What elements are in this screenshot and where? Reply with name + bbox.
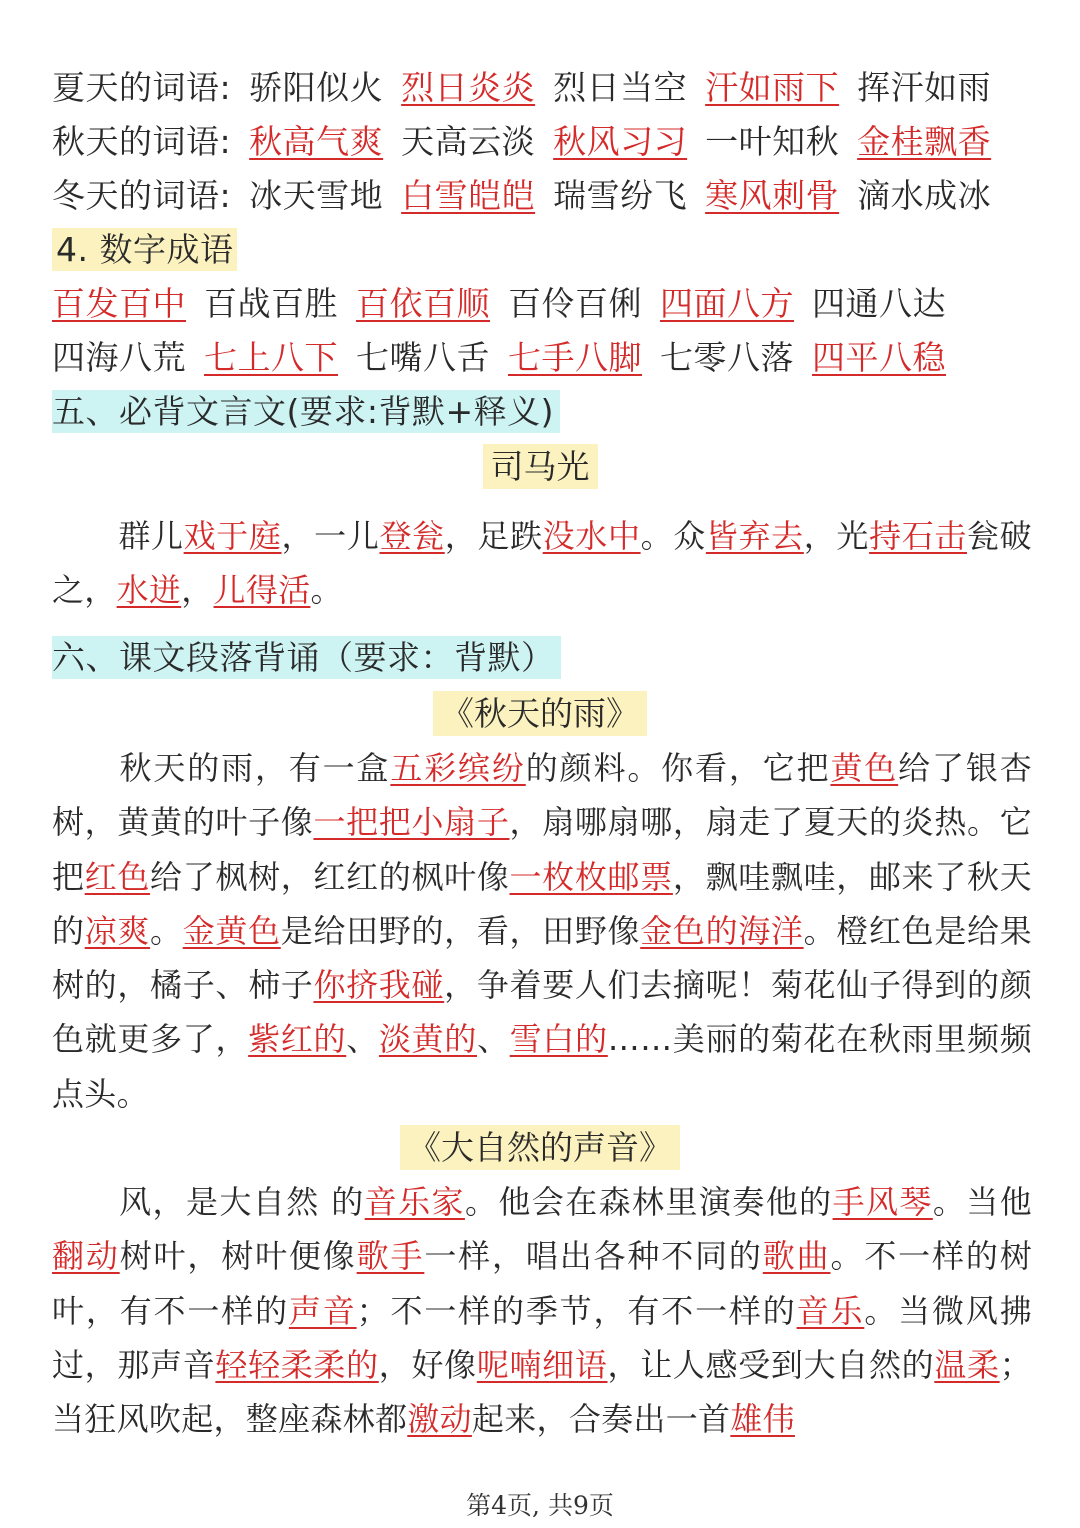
text-run: 瑞雪纷飞 [553,176,688,215]
text-run: 七嘴八舌 [356,338,490,377]
section5-subtitle: 司马光 [483,444,598,489]
key-phrase: 皆弃去 [705,517,804,555]
text-run: 。 [310,571,343,610]
key-phrase: 凉爽 [84,911,151,950]
key-phrase: 翻动 [52,1237,120,1276]
key-phrase: 四面八方 [660,284,794,323]
key-phrase: 音乐 [796,1291,865,1330]
key-phrase: 白雪皑皑 [401,176,536,215]
classical-text-paragraph [52,509,1032,618]
winter-words [231,176,991,215]
key-phrase: 雪白的 [509,1020,608,1059]
key-phrase: 百发百中 [52,284,186,323]
key-phrase: 秋风习习 [553,122,688,161]
key-phrase: 黄色 [830,749,899,787]
text2-paragraph [52,1175,1032,1446]
text-run: ，一儿 [281,517,380,555]
autumn-label: 秋天的词语: [52,122,232,161]
text-run: 百伶百俐 [508,284,642,323]
text-run: 一叶知秋 [705,122,840,161]
text-run: 。不一样的树叶，有不一样的 [52,1237,1033,1330]
text-run: 四通八达 [812,284,946,323]
autumn-words [231,122,991,161]
key-phrase: 金黄色 [182,911,281,950]
text1-body [52,749,1032,1113]
key-phrase: 紫红的 [248,1020,347,1059]
text-run: ，光 [803,517,870,555]
text-run: 树叶，树叶便像 [119,1237,357,1276]
text-run: 瓮破之， [52,517,1032,610]
text2-body [52,1183,1032,1438]
key-phrase: 汗如雨下 [705,68,840,107]
text-run: 。当微风拂过，那声音 [52,1291,1032,1384]
text-run: 。他会在森林里演奏他的 [464,1183,833,1221]
key-phrase: 雄伟 [730,1400,795,1439]
section5-heading-row [52,392,560,432]
key-phrase: 持石击 [869,517,967,555]
text-run: 给了银杏树，黄黄的叶子像 [52,749,1032,842]
text-run: 。当他 [932,1183,1032,1221]
key-phrase: 水迸 [116,571,182,610]
key-phrase: 登瓮 [379,517,445,555]
text-run: 七零八落 [660,338,794,377]
text-run: 风，是大自然 的 [118,1183,365,1221]
text1-title: 《秋天的雨》 [433,691,647,736]
key-phrase: 呢喃细语 [476,1345,608,1384]
key-phrase: 你挤我碰 [313,966,445,1005]
text-run: 群儿 [118,517,184,555]
text-run: ， [181,571,214,610]
key-phrase: 歌曲 [762,1237,831,1276]
key-phrase: 声音 [288,1291,357,1330]
text-run: 天高云淡 [401,122,536,161]
summer-words-row [52,68,991,108]
page-footer: 第4页, 共9页 [466,1491,614,1520]
key-phrase: 歌手 [356,1237,425,1276]
key-phrase: 七手八脚 [508,338,642,377]
idiom-row-1-words [52,284,946,323]
key-phrase: 烈日炎炎 [401,68,536,107]
text-run: 骄阳似火 [249,68,384,107]
text-run: 冰天雪地 [249,176,384,215]
key-phrase: 手风琴 [832,1183,933,1221]
key-phrase: 四平八稳 [812,338,946,377]
text-run: 。橙红色是给果树的，橘子、柿子 [52,911,1032,1005]
section6-heading-row [52,638,561,678]
text-run: 给了枫树，红红的枫叶像 [150,857,510,896]
section5-subtitle-row [0,447,1080,487]
key-phrase: 秋高气爽 [249,122,384,161]
autumn-words-row [52,122,991,162]
text-run: ，扇哪扇哪，扇走了夏天的炎热。它把 [52,803,1032,896]
text-run: 起来，合奏出一首 [471,1400,731,1439]
text-run: ；不一样的季节，有不一样的 [356,1291,797,1330]
winter-words-row [52,176,991,216]
text-run: 、 [346,1020,379,1059]
idiom-row-2 [52,338,946,378]
text-run: 四海八荒 [52,338,186,377]
key-phrase: 没水中 [542,517,641,555]
section5-title: 五、必背文言文(要求:背默+释义) [52,390,560,433]
text-run: 滴水成冰 [857,176,992,215]
key-phrase: 一把把小扇子 [313,803,510,842]
section6-title: 六、课文段落背诵（要求：背默） [52,636,561,679]
text-run: ……美丽的菊花在秋雨里频频点头。 [52,1020,1032,1113]
winter-label: 冬天的词语: [52,176,232,215]
text-run: ，争着要人们去摘呢！菊花仙子得到的颜色就更多了， [52,966,1032,1059]
text-run: 烈日当空 [553,68,688,107]
key-phrase: 淡黄的 [378,1020,478,1059]
text-run: 挥汗如雨 [857,68,992,107]
key-phrase: 戏于庭 [183,517,282,555]
idiom-row-2-words [52,338,946,377]
section4-heading-row [52,230,237,270]
key-phrase: 音乐家 [364,1183,465,1221]
key-phrase: 五彩缤纷 [390,749,526,787]
key-phrase: 轻轻柔柔的 [215,1345,379,1384]
key-phrase: 温柔 [934,1345,1000,1384]
text-run: 。众 [640,517,706,555]
key-phrase: 金色的海洋 [640,911,804,950]
key-phrase: 百依百顺 [356,284,490,323]
text-run: 、 [477,1020,510,1059]
summer-words [231,68,991,107]
summer-label: 夏天的词语: [52,68,232,107]
text-run: ，足跌 [444,517,543,555]
key-phrase: 一枚枚邮票 [509,857,673,896]
text-run: ，飘哇飘哇，邮来了秋天的 [52,857,1032,950]
key-phrase: 激动 [407,1400,472,1439]
text-run: ，好像 [378,1345,477,1384]
text2-title-row [0,1128,1080,1168]
text2-title: 《大自然的声音》 [400,1125,680,1170]
idiom-row-1 [52,284,946,324]
text1-paragraph [52,741,1032,1121]
section4-title: 4. 数字成语 [52,228,237,271]
key-phrase: 儿得活 [213,571,311,610]
text-run: ；当狂风吹起，整座森林都 [52,1345,1032,1439]
text-run: 秋天的雨，有一盒 [118,749,391,787]
classical-text [52,517,1032,609]
key-phrase: 寒风刺骨 [705,176,840,215]
text-run: 是给田野的，看，田野像 [280,911,641,950]
text1-title-row [0,694,1080,734]
text-run: 的颜料。你看，它把 [525,749,831,787]
key-phrase: 七上八下 [204,338,338,377]
key-phrase: 红色 [84,857,151,896]
text-run: 一样，唱出各种不同的 [424,1237,763,1276]
key-phrase: 金桂飘香 [857,122,992,161]
text-run: ，让人感受到大自然的 [607,1345,935,1384]
text-run: 百战百胜 [204,284,338,323]
text-run: 。 [150,911,183,950]
